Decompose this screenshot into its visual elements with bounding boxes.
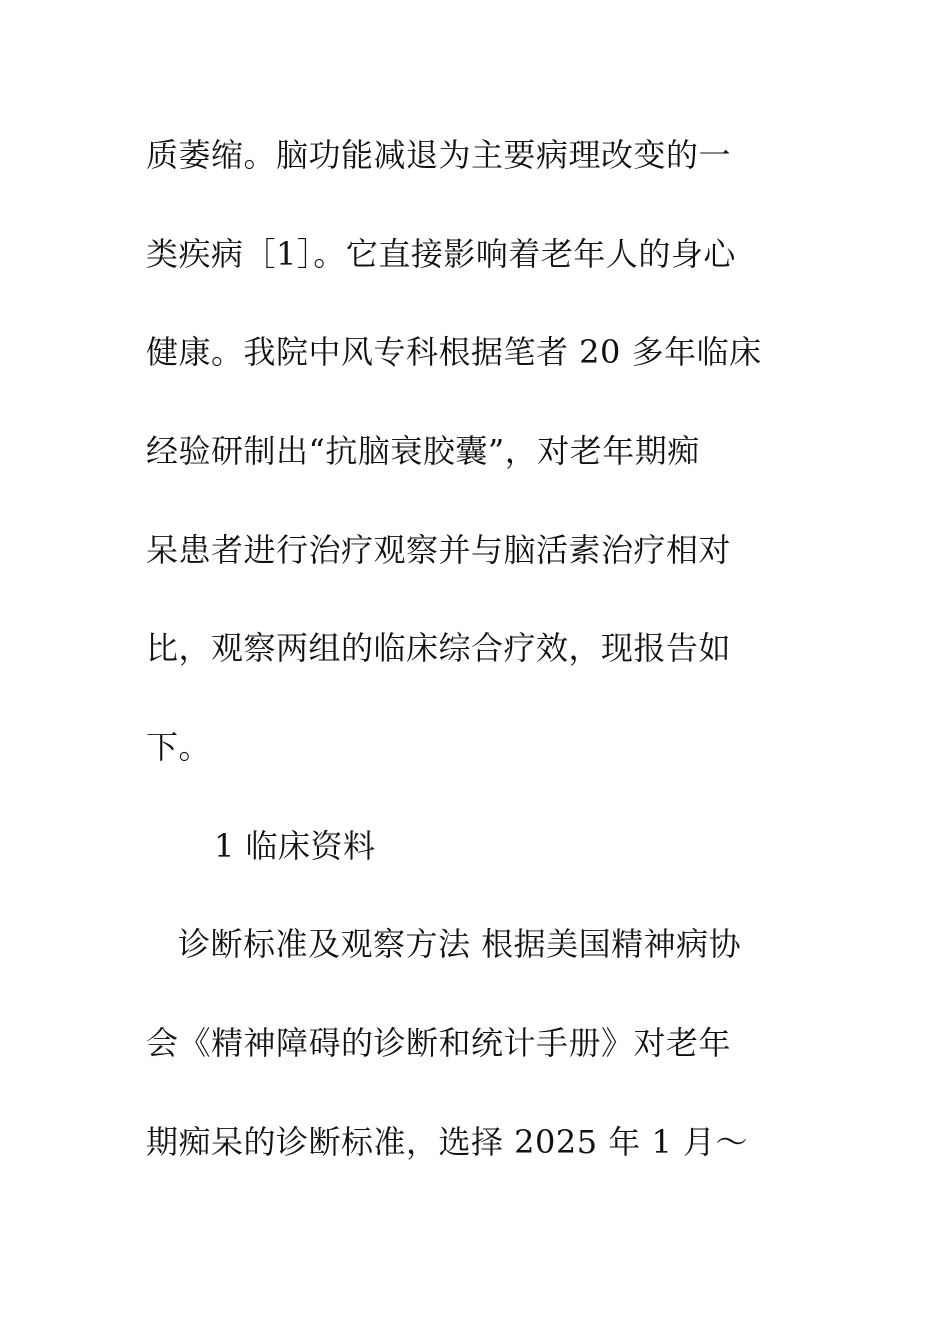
text-line: 比，观察两组的临床综合疗效，现报告如 [146, 629, 732, 667]
text-line: 期痴呆的诊断标准，选择 2025 年 1 月～ [146, 1123, 748, 1161]
text-line: 质萎缩。脑功能减退为主要病理改变的一 [146, 136, 732, 174]
text-line: 类疾病［1］。它直接影响着老年人的身心 [146, 235, 736, 273]
text-line: 会《精神障碍的诊断和统计手册》对老年 [146, 1024, 732, 1062]
text-line: 呆患者进行治疗观察并与脑活素治疗相对 [146, 531, 732, 569]
text-line: 诊断标准及观察方法 根据美国精神病协 [178, 925, 742, 963]
text-line: 下。 [146, 728, 212, 766]
section-heading: 1 临床资料 [214, 827, 376, 865]
text-line: 健康。我院中风专科根据笔者 20 多年临床 [146, 333, 762, 371]
text-line: 经验研制出“抗脑衰胶囊”，对老年期痴 [146, 432, 700, 470]
